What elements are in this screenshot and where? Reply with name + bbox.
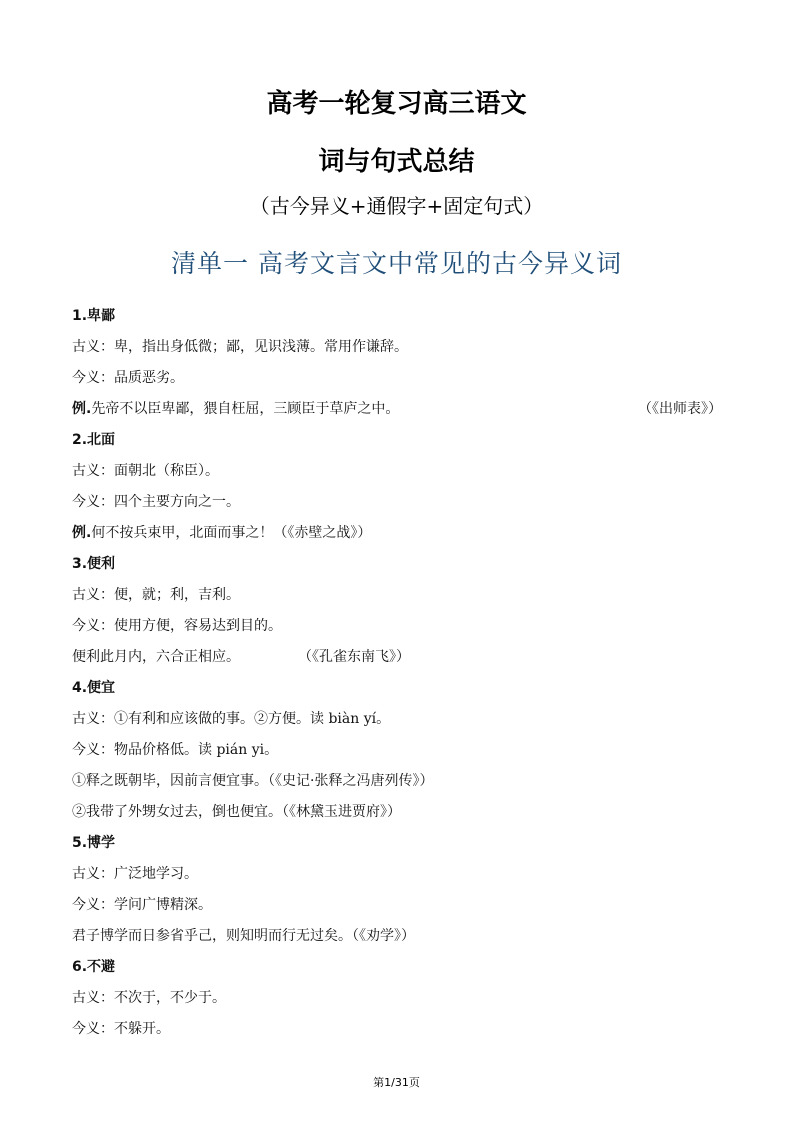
entry-modern-meaning: 今义：学问广博精深。 <box>72 897 212 913</box>
entry-example: ①释之既朝毕，因前言便宜事。（《史记·张释之冯唐列传》） <box>72 773 434 789</box>
example-text: 先帝不以臣卑鄙，猥自枉屈，三顾臣于草庐之中。 <box>91 401 400 417</box>
entry-list <box>72 301 722 1045</box>
entry-term: 6.不避 <box>72 959 116 975</box>
entry-example <box>72 394 722 425</box>
example-source: （《出师表》） <box>638 401 722 417</box>
example-text: 便利此月内，六合正相应。 <box>72 649 240 665</box>
entry-example <box>72 642 722 673</box>
entry-ancient-meaning: 古义：面朝北（称臣）。 <box>72 463 219 479</box>
entry-modern-meaning: 今义：不躲开。 <box>72 1021 170 1037</box>
entry-term: 1.卑鄙 <box>72 308 116 324</box>
example-source: （《孔雀东南飞》） <box>298 649 410 665</box>
entry-ancient-meaning: 古义：①有利和应该做的事。②方便。读 biàn yí。 <box>72 711 391 727</box>
entry-example: ②我带了外甥女过去，倒也便宜。（《林黛玉进贾府》） <box>72 804 401 820</box>
page-number: 第1/31页 <box>373 1076 420 1089</box>
entry-ancient-meaning: 古义：广泛地学习。 <box>72 866 198 882</box>
entry-modern-meaning: 今义：物品价格低。读 pián yi。 <box>72 742 279 758</box>
entry-ancient-meaning: 古义：不次于，不少于。 <box>72 990 226 1006</box>
section-heading: 清单一 高考文言文中常见的古今异义词 <box>171 249 622 278</box>
entry-term: 3.便利 <box>72 556 116 572</box>
entry-modern-meaning: 今义：品质恶劣。 <box>72 370 184 386</box>
entry-term: 4.便宜 <box>72 680 116 696</box>
document-subtitle-heading: 词与句式总结 <box>318 147 475 177</box>
entry-term: 2.北面 <box>72 432 116 448</box>
entry-term: 5.博学 <box>72 835 116 851</box>
example-label: 例. <box>72 525 92 541</box>
entry-example: 君子博学而日参省乎己，则知明而行无过矣。（《劝学》） <box>72 928 415 944</box>
entry-example <box>72 518 722 549</box>
entry-modern-meaning: 今义：四个主要方向之一。 <box>72 494 240 510</box>
example-text: 何不按兵束甲，北面而事之！（《赤壁之战》） <box>91 525 372 541</box>
entry-ancient-meaning: 古义：便，就；利，吉利。 <box>72 587 240 603</box>
entry-ancient-meaning: 古义：卑，指出身低微；鄙，见识浅薄。常用作谦辞。 <box>72 339 408 355</box>
document-scope-note: （古今异义+通假字+固定句式） <box>249 194 544 218</box>
document-title: 高考一轮复习高三语文 <box>266 89 527 119</box>
example-label: 例. <box>72 401 92 417</box>
entry-modern-meaning: 今义：使用方便，容易达到目的。 <box>72 618 282 634</box>
